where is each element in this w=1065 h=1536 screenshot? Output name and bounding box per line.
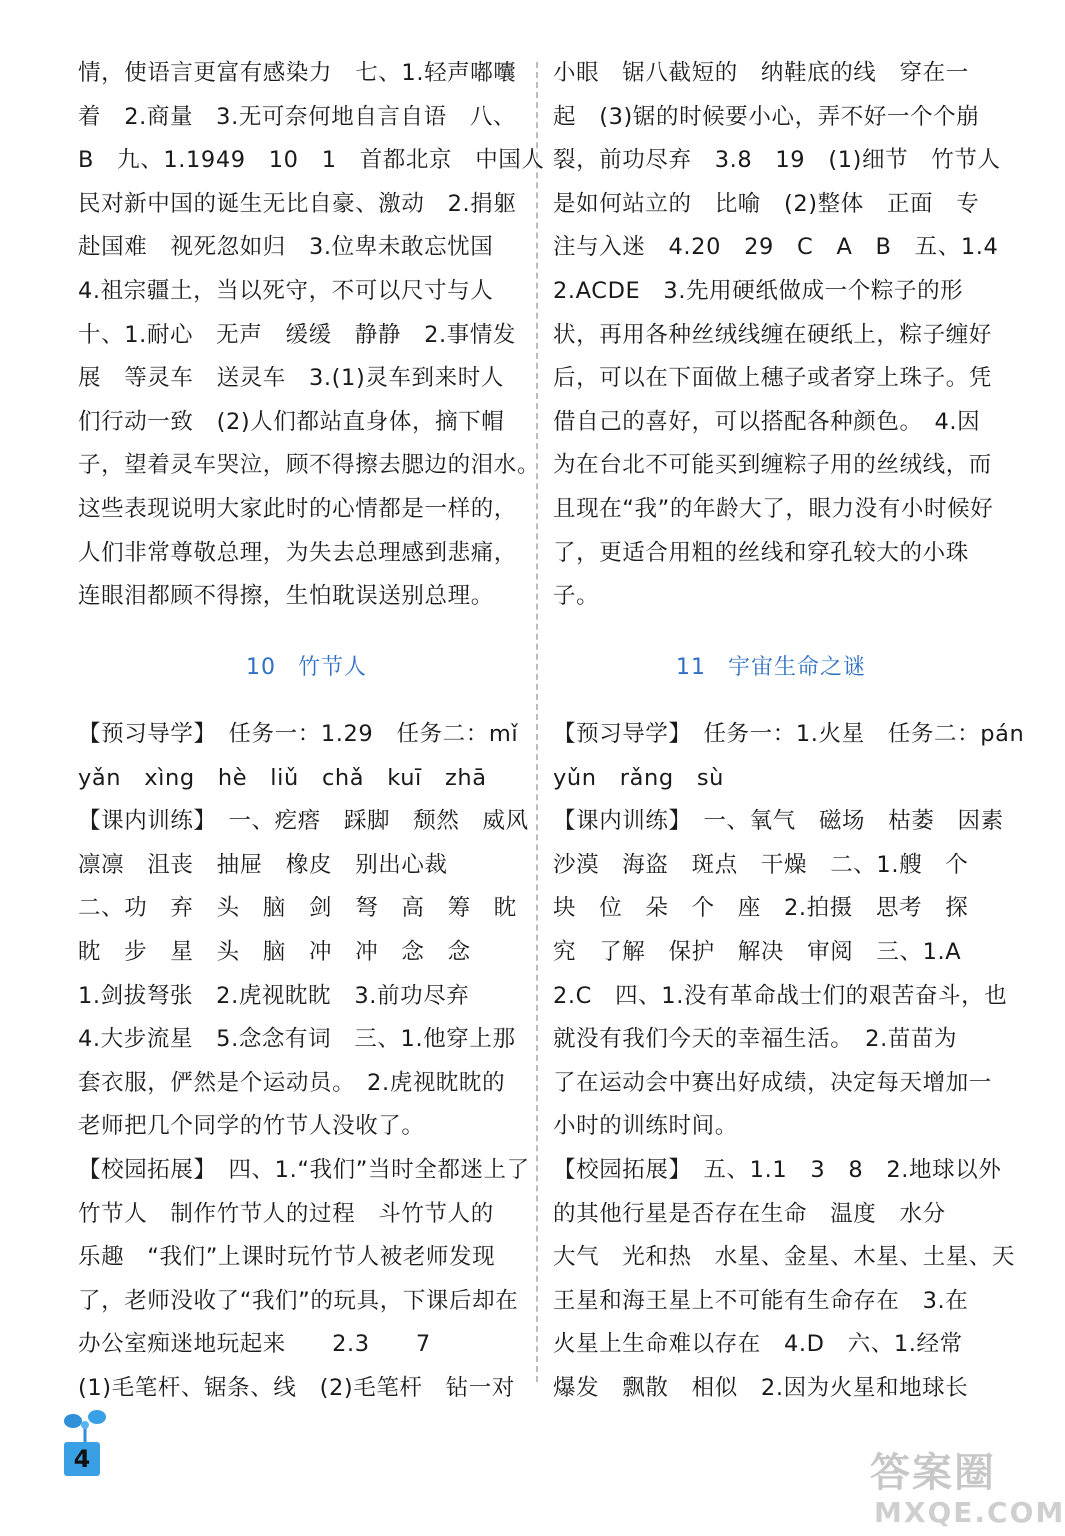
text-line: 小时的训练时间。	[553, 1113, 738, 1140]
text-line: 凛凛 沮丧 抽屉 橡皮 别出心裁	[78, 851, 448, 878]
lesson-11-answers	[553, 713, 1025, 1411]
lesson-11-heading	[676, 648, 866, 688]
text-line: 为在台北不可能买到缠粽子用的丝绒线，而	[553, 452, 992, 479]
text-line: 状，再用各种丝绒线缠在硬纸上，粽子缠好	[553, 321, 992, 348]
text-line: 借自己的喜好，可以搭配各种颜色。 4.因	[553, 408, 981, 435]
text-line: 情，使语言更富有感染力 七、1.轻声嘟囔	[78, 60, 517, 86]
text-line: 【校园拓展】 四、1.“我们”当时全都迷上了	[78, 1156, 530, 1183]
text-line: 二、功 弃 头 脑 剑 弩 高 筹 眈	[78, 895, 517, 922]
text-line: 沙漠 海盗 斑点 干燥 二、1.艘 个	[553, 851, 969, 878]
text-line: 裂，前功尽弃 3.8 19 (1)细节 竹节人	[553, 147, 1001, 174]
page-number: 4	[64, 1442, 100, 1476]
text-line: 的其他行星是否存在生命 温度 水分	[553, 1200, 946, 1227]
text-line: 乐趣 “我们”上课时玩竹节人被老师发现	[78, 1244, 496, 1271]
text-line: 【课内训练】 一、疙瘩 踩脚 颓然 威风	[78, 808, 529, 835]
text-line: 【预习导学】 任务一：1.29 任务二：mǐ	[78, 721, 519, 747]
text-line: 究 了解 保护 解决 审阅 三、1.A	[553, 938, 962, 965]
lesson-10-heading	[246, 648, 367, 688]
text-line: 赴国难 视死忽如归 3.位卑未敢忘忧国	[78, 234, 494, 261]
text-line: 4.祖宗疆土，当以死守，不可以尺寸与人	[78, 277, 494, 304]
watermark-logo	[862, 1450, 1065, 1534]
text-line: 小眼 锯八截短的 纳鞋底的线 穿在一	[553, 60, 969, 86]
text-line: 大气 光和热 水星、金星、木星、土星、天	[553, 1244, 1016, 1271]
lesson-number: 11	[676, 655, 706, 680]
lesson-title: 竹节人	[298, 655, 368, 680]
text-line: 了，更适合用粗的丝线和穿孔较大的小珠	[553, 539, 969, 566]
text-line: 火星上生命难以存在 4.D 六、1.经常	[553, 1331, 963, 1358]
text-line: 了在运动会中赛出好成绩，决定每天增加一	[553, 1069, 992, 1096]
text-line: 竹节人 制作竹节人的过程 斗竹节人的	[78, 1200, 494, 1227]
text-line: 4.大步流星 5.念念有词 三、1.他穿上那	[78, 1026, 516, 1053]
text-line: 人们非常尊敬总理，为失去总理感到悲痛，	[78, 539, 517, 566]
text-line: 老师把几个同学的竹节人没收了。	[78, 1113, 425, 1140]
text-line: 2.C 四、1.没有革命战士们的艰苦奋斗，也	[553, 982, 1008, 1009]
text-line: 是如何站立的 比喻 (2)整体 正面 专	[553, 190, 980, 217]
watermark-url: MXQE.COM	[874, 1496, 1065, 1529]
lesson-number: 10	[246, 655, 276, 680]
text-line: yǎn xìng hè liǔ chǎ kuī zhā	[78, 764, 487, 791]
text-line: 子，望着灵车哭泣，顾不得擦去腮边的泪水。	[78, 452, 541, 479]
text-line: 【校园拓展】 五、1.1 3 8 2.地球以外	[553, 1156, 1002, 1183]
text-line: yǔn rǎng sù	[553, 764, 724, 791]
text-line: 着 2.商量 3.无可奈何地自言自语 八、	[78, 103, 517, 130]
text-line: 1.剑拔弩张 2.虎视眈眈 3.前功尽弃	[78, 982, 470, 1009]
text-line: 块 位 朵 个 座 2.拍摄 思考 探	[553, 895, 969, 922]
left-column-continued	[78, 52, 545, 619]
text-line: 2.ACDE 3.先用硬纸做成一个粽子的形	[553, 277, 964, 304]
text-line: 民对新中国的诞生无比自豪、激动 2.捐躯	[78, 190, 517, 217]
lesson-title: 宇宙生命之谜	[728, 655, 867, 680]
text-line: 连眼泪都顾不得擦，生怕耽误送别总理。	[78, 583, 494, 610]
text-line: B 九、1.1949 10 1 首都北京 中国人	[78, 147, 545, 174]
text-line: 【课内训练】 一、氧气 磁场 枯萎 因素	[553, 808, 1004, 835]
text-line: 就没有我们今天的幸福生活。 2.苗苗为	[553, 1026, 958, 1053]
text-line: (1)毛笔杆、锯条、线 (2)毛笔杆 钻一对	[78, 1374, 515, 1401]
watermark-title: 答案圈	[870, 1450, 996, 1496]
text-line: 后，可以在下面做上穗子或者穿上珠子。凭	[553, 365, 992, 392]
text-line: 十、1.耐心 无声 缓缓 静静 2.事情发	[78, 321, 517, 348]
text-line: 套衣服，俨然是个运动员。 2.虎视眈眈的	[78, 1069, 506, 1096]
text-line: 【预习导学】 任务一：1.火星 任务二：pán	[553, 721, 1025, 747]
text-line: 们行动一致 (2)人们都站直身体，摘下帽	[78, 408, 505, 435]
text-line: 展 等灵车 送灵车 3.(1)灵车到来时人	[78, 365, 504, 392]
text-line: 了，老师没收了“我们”的玩具，下课后却在	[78, 1287, 519, 1314]
text-line: 这些表现说明大家此时的心情都是一样的，	[78, 495, 517, 522]
text-line: 且现在“我”的年龄大了，眼力没有小时候好	[553, 495, 994, 522]
text-line: 注与入迷 4.20 29 C A B 五、1.4	[553, 234, 999, 261]
text-line: 爆发 飘散 相似 2.因为火星和地球长	[553, 1374, 969, 1401]
text-line: 眈 步 星 头 脑 冲 冲 念 念	[78, 938, 471, 965]
lesson-10-answers	[78, 713, 530, 1411]
text-line: 子。	[553, 583, 600, 610]
text-line: 起 (3)锯的时候要小心，弄不好一个个崩	[553, 103, 980, 130]
text-line: 办公室痴迷地玩起来 2.3 7	[78, 1331, 431, 1358]
text-line: 王星和海王星上不可能有生命存在 3.在	[553, 1287, 969, 1314]
column-divider	[536, 62, 538, 1382]
right-column-continued	[553, 52, 1001, 619]
